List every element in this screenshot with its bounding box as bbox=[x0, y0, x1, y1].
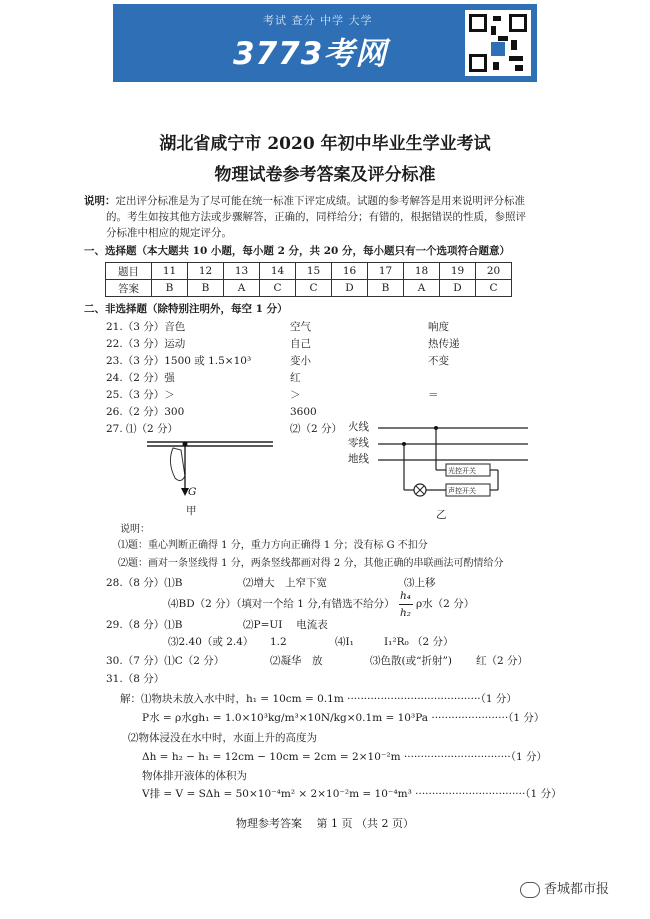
table-cell: 13 bbox=[224, 263, 260, 280]
table-header-question: 题目 bbox=[106, 263, 152, 280]
table-cell: C bbox=[296, 280, 332, 297]
q28-c: ⑶上移 bbox=[404, 577, 436, 589]
table-cell: B bbox=[188, 280, 224, 297]
q22-a: 22.（3 分）运动 bbox=[106, 338, 186, 350]
q26-b: 3600 bbox=[290, 406, 317, 418]
q23-a: 23.（3 分）1500 或 1.5×10³ bbox=[106, 355, 252, 367]
table-cell: D bbox=[440, 280, 476, 297]
q28-a: 28.（8 分）⑴B bbox=[106, 577, 183, 589]
q29-e: ⑷I₁ bbox=[335, 636, 354, 648]
table-cell: 11 bbox=[152, 263, 188, 280]
wire-live-label: 火线 bbox=[348, 421, 369, 433]
table-cell: B bbox=[368, 280, 404, 297]
q25-a: 25.（3 分）＞ bbox=[106, 389, 175, 401]
gravity-label: G bbox=[188, 486, 197, 498]
table-cell: A bbox=[404, 280, 440, 297]
q27-note-2: ⑵题：画对一条竖线得 1 分，两条竖线都画对得 2 分，其他正确的串联画法可酌情给分 bbox=[118, 558, 504, 569]
table-row-answers bbox=[106, 280, 512, 297]
figure-yi-caption: 乙 bbox=[436, 509, 447, 521]
note-block bbox=[84, 193, 526, 241]
note-line-3: 分标准中相应的规定评分。 bbox=[106, 227, 232, 239]
wechat-icon bbox=[520, 882, 540, 898]
solution-line-6: V排 = V = SΔh = 50×10⁻⁴m² × 2×10⁻²m = 10⁻⁴m³ ·································（1 分） bbox=[142, 788, 562, 800]
q24-b: 红 bbox=[290, 372, 301, 384]
q29-d: 1.2 bbox=[270, 636, 287, 648]
q29-a: 29.（8 分）⑴B bbox=[106, 619, 183, 631]
page-subtitle: 物理试卷参考答案及评分标准 bbox=[214, 165, 436, 185]
solution-line-3: ⑵物体浸没在水中时，水面上升的高度为 bbox=[128, 732, 317, 744]
q27-note-label: 说明： bbox=[120, 524, 150, 535]
solution-line-2: P水 = ρ水gh₁ = 1.0×10³kg/m³×10N/kg×0.1m = 10³Pa ·······················（1 分） bbox=[142, 712, 545, 724]
q21-c: 响度 bbox=[428, 321, 449, 333]
answer-table bbox=[105, 262, 512, 297]
q23-c: 不变 bbox=[428, 355, 449, 367]
q28-d: ⑷BD（2 分）（填对一个给 1 分,有错选不给分） bbox=[168, 598, 395, 610]
sound-switch-label: 声控开关 bbox=[448, 487, 476, 495]
q21-b: 空气 bbox=[290, 321, 311, 333]
page-title: 湖北省咸宁市 2020 年初中毕业生学业考试 bbox=[159, 134, 491, 154]
q22-b: 自己 bbox=[290, 338, 311, 350]
banner-slogan: 考试 查分 中学 大学 bbox=[263, 14, 373, 27]
q31-a: 31.（8 分） bbox=[106, 673, 165, 685]
solution-line-1: 解：⑴物块未放入水中时，h₁ = 10cm = 0.1m ········································（1 分） bbox=[120, 693, 517, 705]
q24-a: 24.（2 分）强 bbox=[106, 372, 175, 384]
wire-neutral-label: 零线 bbox=[348, 437, 369, 449]
wire-ground-label: 地线 bbox=[348, 453, 369, 465]
q28-fraction-bottom: h₂ bbox=[400, 607, 411, 619]
table-cell: 20 bbox=[476, 263, 512, 280]
solution-line-5: 物体排开液体的体积为 bbox=[142, 770, 247, 782]
hand-icon bbox=[170, 448, 185, 481]
table-cell: C bbox=[260, 280, 296, 297]
q28-fraction-top: h₄ bbox=[400, 590, 411, 602]
note-line-2: 的。考生如按其他方法或步骤解答，正确的，同样给分；有错的，根据错误的性质，参照评 bbox=[106, 211, 526, 223]
note-line-1: 定出评分标准是为了尽可能在统一标准下评定成绩。试题的参考解答是用来说明评分标准 bbox=[115, 195, 525, 207]
q27-a: 27. ⑴（2 分） bbox=[106, 423, 179, 435]
q28-fraction-rest: ρ水（2 分） bbox=[416, 598, 475, 610]
table-cell: D bbox=[332, 280, 368, 297]
table-cell: 19 bbox=[440, 263, 476, 280]
q25-b: ＞ bbox=[290, 389, 301, 401]
q30-c: ⑶色散(或“折射”) bbox=[370, 655, 452, 667]
figure-jia bbox=[145, 436, 275, 516]
q25-c: ＝ bbox=[428, 389, 439, 401]
q28-b: ⑵增大 上窄下宽 bbox=[243, 577, 327, 589]
circuit-diagram bbox=[370, 420, 530, 510]
page-footer: 物理参考答案 第 1 页 （共 2 页） bbox=[236, 817, 414, 830]
site-logo[interactable]: 3773考网 bbox=[233, 36, 388, 72]
section-1-heading: 一、选择题（本大题共 10 小题，每小题 2 分，共 20 分，每小题只有一个选项符合题意） bbox=[84, 245, 510, 257]
note-label: 说明： bbox=[84, 195, 116, 207]
q30-d: 红（2 分） bbox=[476, 655, 529, 667]
table-cell: 15 bbox=[296, 263, 332, 280]
table-cell: B bbox=[152, 280, 188, 297]
table-row-questions bbox=[106, 263, 512, 280]
q29-c: ⑶2.40（或 2.4） bbox=[168, 636, 254, 648]
table-cell: A bbox=[224, 280, 260, 297]
section-2-heading: 二、非选择题（除特别注明外，每空 1 分） bbox=[84, 303, 288, 315]
watermark bbox=[520, 878, 609, 898]
figure-jia-caption: 甲 bbox=[186, 505, 197, 517]
q29-b: ⑵P=UI 电流表 bbox=[243, 619, 328, 631]
table-cell: 16 bbox=[332, 263, 368, 280]
q29-f: I₁²R₀ （2 分） bbox=[384, 636, 454, 648]
table-header-answer: 答案 bbox=[106, 280, 152, 297]
center-of-gravity-dot bbox=[183, 442, 188, 447]
solution-line-4: Δh = h₂ − h₁ = 12cm − 10cm = 2cm = 2×10⁻²m ································（1 分） bbox=[142, 751, 547, 763]
light-switch-label: 光控开关 bbox=[448, 467, 476, 475]
q21-a: 21.（3 分）音色 bbox=[106, 321, 186, 333]
q30-b: ⑵凝华 放 bbox=[270, 655, 323, 667]
watermark-text: 香城都市报 bbox=[544, 882, 610, 897]
q27-note-1: ⑴题：重心判断正确得 1 分，重力方向正确得 1 分；没有标 G 不扣分 bbox=[118, 540, 428, 551]
q30-a: 30.（7 分）⑴C（2 分） bbox=[106, 655, 225, 667]
table-cell: 17 bbox=[368, 263, 404, 280]
table-cell: 18 bbox=[404, 263, 440, 280]
q26-a: 26.（2 分）300 bbox=[106, 406, 185, 418]
table-cell: 12 bbox=[188, 263, 224, 280]
qr-code-icon bbox=[465, 10, 531, 76]
table-cell: C bbox=[476, 280, 512, 297]
q27-b: ⑵（2 分） bbox=[290, 423, 343, 435]
q22-c: 热传递 bbox=[428, 338, 460, 350]
q23-b: 变小 bbox=[290, 355, 311, 367]
header-banner bbox=[113, 4, 537, 82]
table-cell: 14 bbox=[260, 263, 296, 280]
